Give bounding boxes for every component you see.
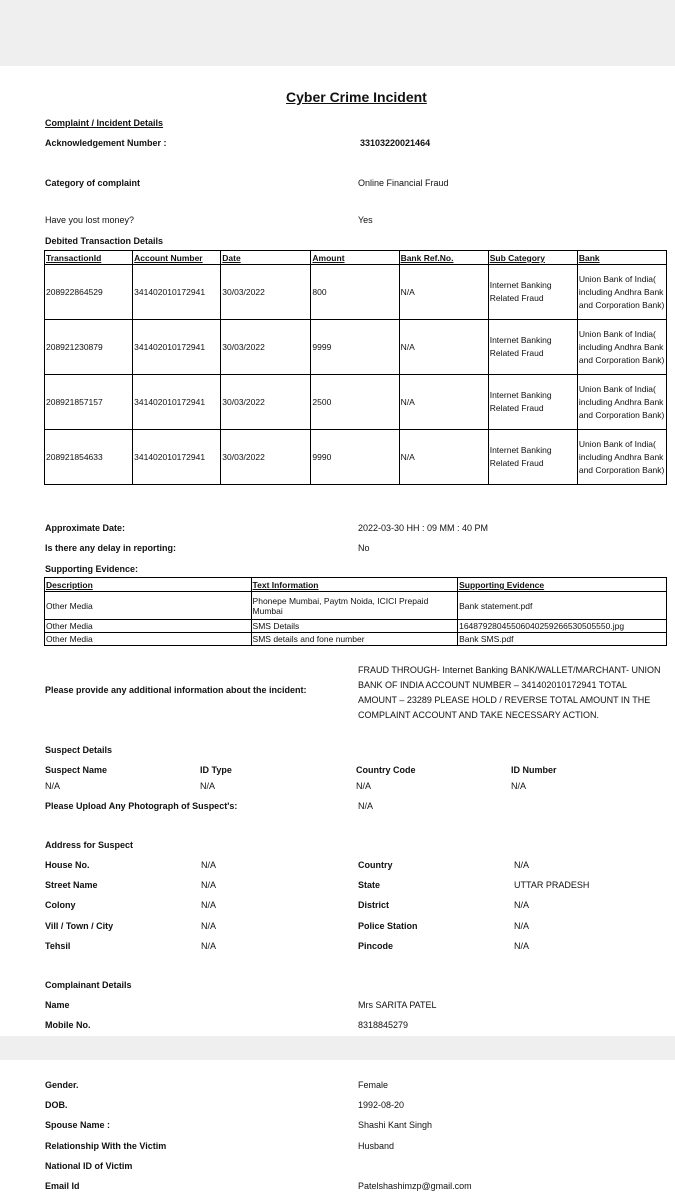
table-row — [45, 375, 667, 430]
sub-category: Internet Banking Related Fraud — [488, 375, 577, 430]
vill-town-city-value: N/A — [201, 921, 217, 931]
police-station-value: N/A — [514, 921, 530, 931]
house-label: House No. — [45, 860, 90, 870]
email-label: Email Id — [45, 1181, 80, 1191]
col-description: Description — [45, 578, 252, 592]
col-sub-category: Sub Category — [488, 251, 577, 265]
account-number: 341402010172941 — [133, 265, 221, 320]
district-value: N/A — [514, 900, 530, 910]
gender-label: Gender. — [45, 1080, 79, 1090]
document-page-2[interactable] — [0, 1060, 675, 1200]
page-title: Cyber Crime Incident — [286, 89, 427, 105]
transactions-table — [44, 250, 667, 485]
street-label: Street Name — [45, 880, 98, 890]
mobile-label: Mobile No. — [45, 1020, 91, 1030]
evidence-text: Phonepe Mumbai, Paytm Noida, ICICI Prepaid Mumbai — [251, 592, 458, 620]
delay-label: Is there any delay in reporting: — [45, 543, 177, 553]
street-value: N/A — [201, 880, 217, 890]
bank-ref: N/A — [399, 320, 488, 375]
complainant-section-heading: Complainant Details — [45, 980, 132, 990]
bank-ref: N/A — [399, 430, 488, 485]
tehsil-label: Tehsil — [45, 941, 71, 951]
account-number: 341402010172941 — [133, 375, 221, 430]
address-section-heading: Address for Suspect — [45, 840, 134, 850]
ack-value: 33103220021464 — [360, 138, 431, 148]
colony-value: N/A — [201, 900, 217, 910]
country-value: N/A — [514, 860, 530, 870]
id-number-label: ID Number — [511, 765, 557, 775]
evidence-label: Supporting Evidence: — [45, 564, 139, 574]
pincode-value: N/A — [514, 941, 530, 951]
state-value: UTTAR PRADESH — [514, 880, 590, 890]
transaction-amount: 9990 — [311, 430, 399, 485]
id-type-label: ID Type — [200, 765, 232, 775]
bank-name: Union Bank of India( including Andhra Bank and Corporation Bank) — [577, 375, 666, 430]
bank-ref: N/A — [399, 375, 488, 430]
transaction-amount: 9999 — [311, 320, 399, 375]
pincode-label: Pincode — [358, 941, 394, 951]
complainant-name-value: Mrs SARITA PATEL — [358, 1000, 437, 1010]
suspect-name-value: N/A — [45, 781, 61, 791]
bank-name: Union Bank of India( including Andhra Bank and Corporation Bank) — [577, 265, 666, 320]
evidence-file-link[interactable]: 16487928045506040259266530505550.jpg — [458, 620, 667, 633]
sub-category: Internet Banking Related Fraud — [488, 430, 577, 485]
suspect-photo-value: N/A — [358, 801, 374, 811]
evidence-description: Other Media — [45, 620, 252, 633]
vill-town-city-label: Vill / Town / City — [45, 921, 114, 931]
complaint-section-heading: Complaint / Incident Details — [45, 118, 164, 128]
national-id-label: National ID of Victim — [45, 1161, 133, 1171]
evidence-text: SMS details and fone number — [251, 633, 458, 646]
dob-label: DOB. — [45, 1100, 68, 1110]
col-bank: Bank — [577, 251, 666, 265]
suspect-section-heading: Suspect Details — [45, 745, 113, 755]
complainant-name-label: Name — [45, 1000, 70, 1010]
ack-label: Acknowledgement Number : — [45, 138, 167, 148]
account-number: 341402010172941 — [133, 320, 221, 375]
delay-value: No — [358, 543, 370, 553]
evidence-description: Other Media — [45, 633, 252, 646]
evidence-header-row — [45, 578, 667, 592]
col-account-number: Account Number — [133, 251, 221, 265]
dob-value: 1992-08-20 — [358, 1100, 405, 1110]
evidence-description: Other Media — [45, 592, 252, 620]
page-separator — [0, 1036, 675, 1060]
approx-date-value: 2022-03-30 HH : 09 MM : 40 PM — [358, 523, 489, 533]
transaction-date: 30/03/2022 — [221, 430, 311, 485]
transaction-date: 30/03/2022 — [221, 375, 311, 430]
transaction-id: 208921857157 — [45, 375, 133, 430]
evidence-table — [44, 577, 667, 646]
bank-name: Union Bank of India( including Andhra Bank and Corporation Bank) — [577, 320, 666, 375]
table-row — [45, 430, 667, 485]
transaction-amount: 2500 — [311, 375, 399, 430]
table-row — [45, 620, 667, 633]
transaction-date: 30/03/2022 — [221, 265, 311, 320]
spouse-label: Spouse Name : — [45, 1120, 111, 1130]
col-supporting-evidence: Supporting Evidence — [458, 578, 667, 592]
transactions-header-row — [45, 251, 667, 265]
col-amount: Amount — [311, 251, 399, 265]
id-type-value: N/A — [200, 781, 216, 791]
viewer-top-margin — [0, 0, 675, 66]
state-label: State — [358, 880, 381, 890]
transaction-date: 30/03/2022 — [221, 320, 311, 375]
country-label: Country — [358, 860, 393, 870]
suspect-name-label: Suspect Name — [45, 765, 108, 775]
approx-date-label: Approximate Date: — [45, 523, 126, 533]
lost-money-label: Have you lost money? — [45, 215, 135, 225]
table-row — [45, 320, 667, 375]
tehsil-value: N/A — [201, 941, 217, 951]
country-code-value: N/A — [356, 781, 372, 791]
col-transaction-id: TransactionId — [45, 251, 133, 265]
police-station-label: Police Station — [358, 921, 418, 931]
category-value: Online Financial Fraud — [358, 178, 449, 188]
transaction-id: 208921854633 — [45, 430, 133, 485]
mobile-value: 8318845279 — [358, 1020, 409, 1030]
additional-info-label: Please provide any additional information about the incident: — [45, 685, 307, 695]
transaction-id: 208921230879 — [45, 320, 133, 375]
additional-info-text: FRAUD THROUGH- Internet Banking BANK/WALLET/MARCHANT- UNION BANK OF INDIA ACCOUNT NUMBER – 341402010172941 TOTAL AMOUNT – 23289 PLEASE HOLD / REVERSE TOTAL AMOUNT IN THE COMPLAINT ACCOUNT AND TAKE NECESSARY ACTION. — [358, 665, 661, 720]
gender-value: Female — [358, 1080, 389, 1090]
suspect-photo-label: Please Upload Any Photograph of Suspect's: — [45, 801, 238, 811]
col-date: Date — [221, 251, 311, 265]
evidence-file-link[interactable]: Bank statement.pdf — [458, 592, 667, 620]
transaction-amount: 800 — [311, 265, 399, 320]
bank-ref: N/A — [399, 265, 488, 320]
colony-label: Colony — [45, 900, 76, 910]
lost-money-value: Yes — [358, 215, 373, 225]
country-code-label: Country Code — [356, 765, 416, 775]
col-text-information: Text Information — [251, 578, 458, 592]
evidence-text: SMS Details — [251, 620, 458, 633]
relationship-label: Relationship With the Victim — [45, 1141, 167, 1151]
bank-name: Union Bank of India( including Andhra Bank and Corporation Bank) — [577, 430, 666, 485]
table-row — [45, 592, 667, 620]
col-bank-ref: Bank Ref.No. — [399, 251, 488, 265]
category-label: Category of complaint — [45, 178, 141, 188]
relationship-value: Husband — [358, 1141, 395, 1151]
table-row — [45, 633, 667, 646]
sub-category: Internet Banking Related Fraud — [488, 265, 577, 320]
document-page-1[interactable] — [0, 66, 675, 1036]
debited-transactions-label: Debited Transaction Details — [45, 236, 164, 246]
spouse-value: Shashi Kant Singh — [358, 1120, 433, 1130]
district-label: District — [358, 900, 390, 910]
sub-category: Internet Banking Related Fraud — [488, 320, 577, 375]
id-number-value: N/A — [511, 781, 527, 791]
email-value: Patelshashimzp@gmail.com — [358, 1181, 472, 1191]
evidence-file-link[interactable]: Bank SMS.pdf — [458, 633, 667, 646]
table-row — [45, 265, 667, 320]
account-number: 341402010172941 — [133, 430, 221, 485]
house-value: N/A — [201, 860, 217, 870]
transaction-id: 208922864529 — [45, 265, 133, 320]
